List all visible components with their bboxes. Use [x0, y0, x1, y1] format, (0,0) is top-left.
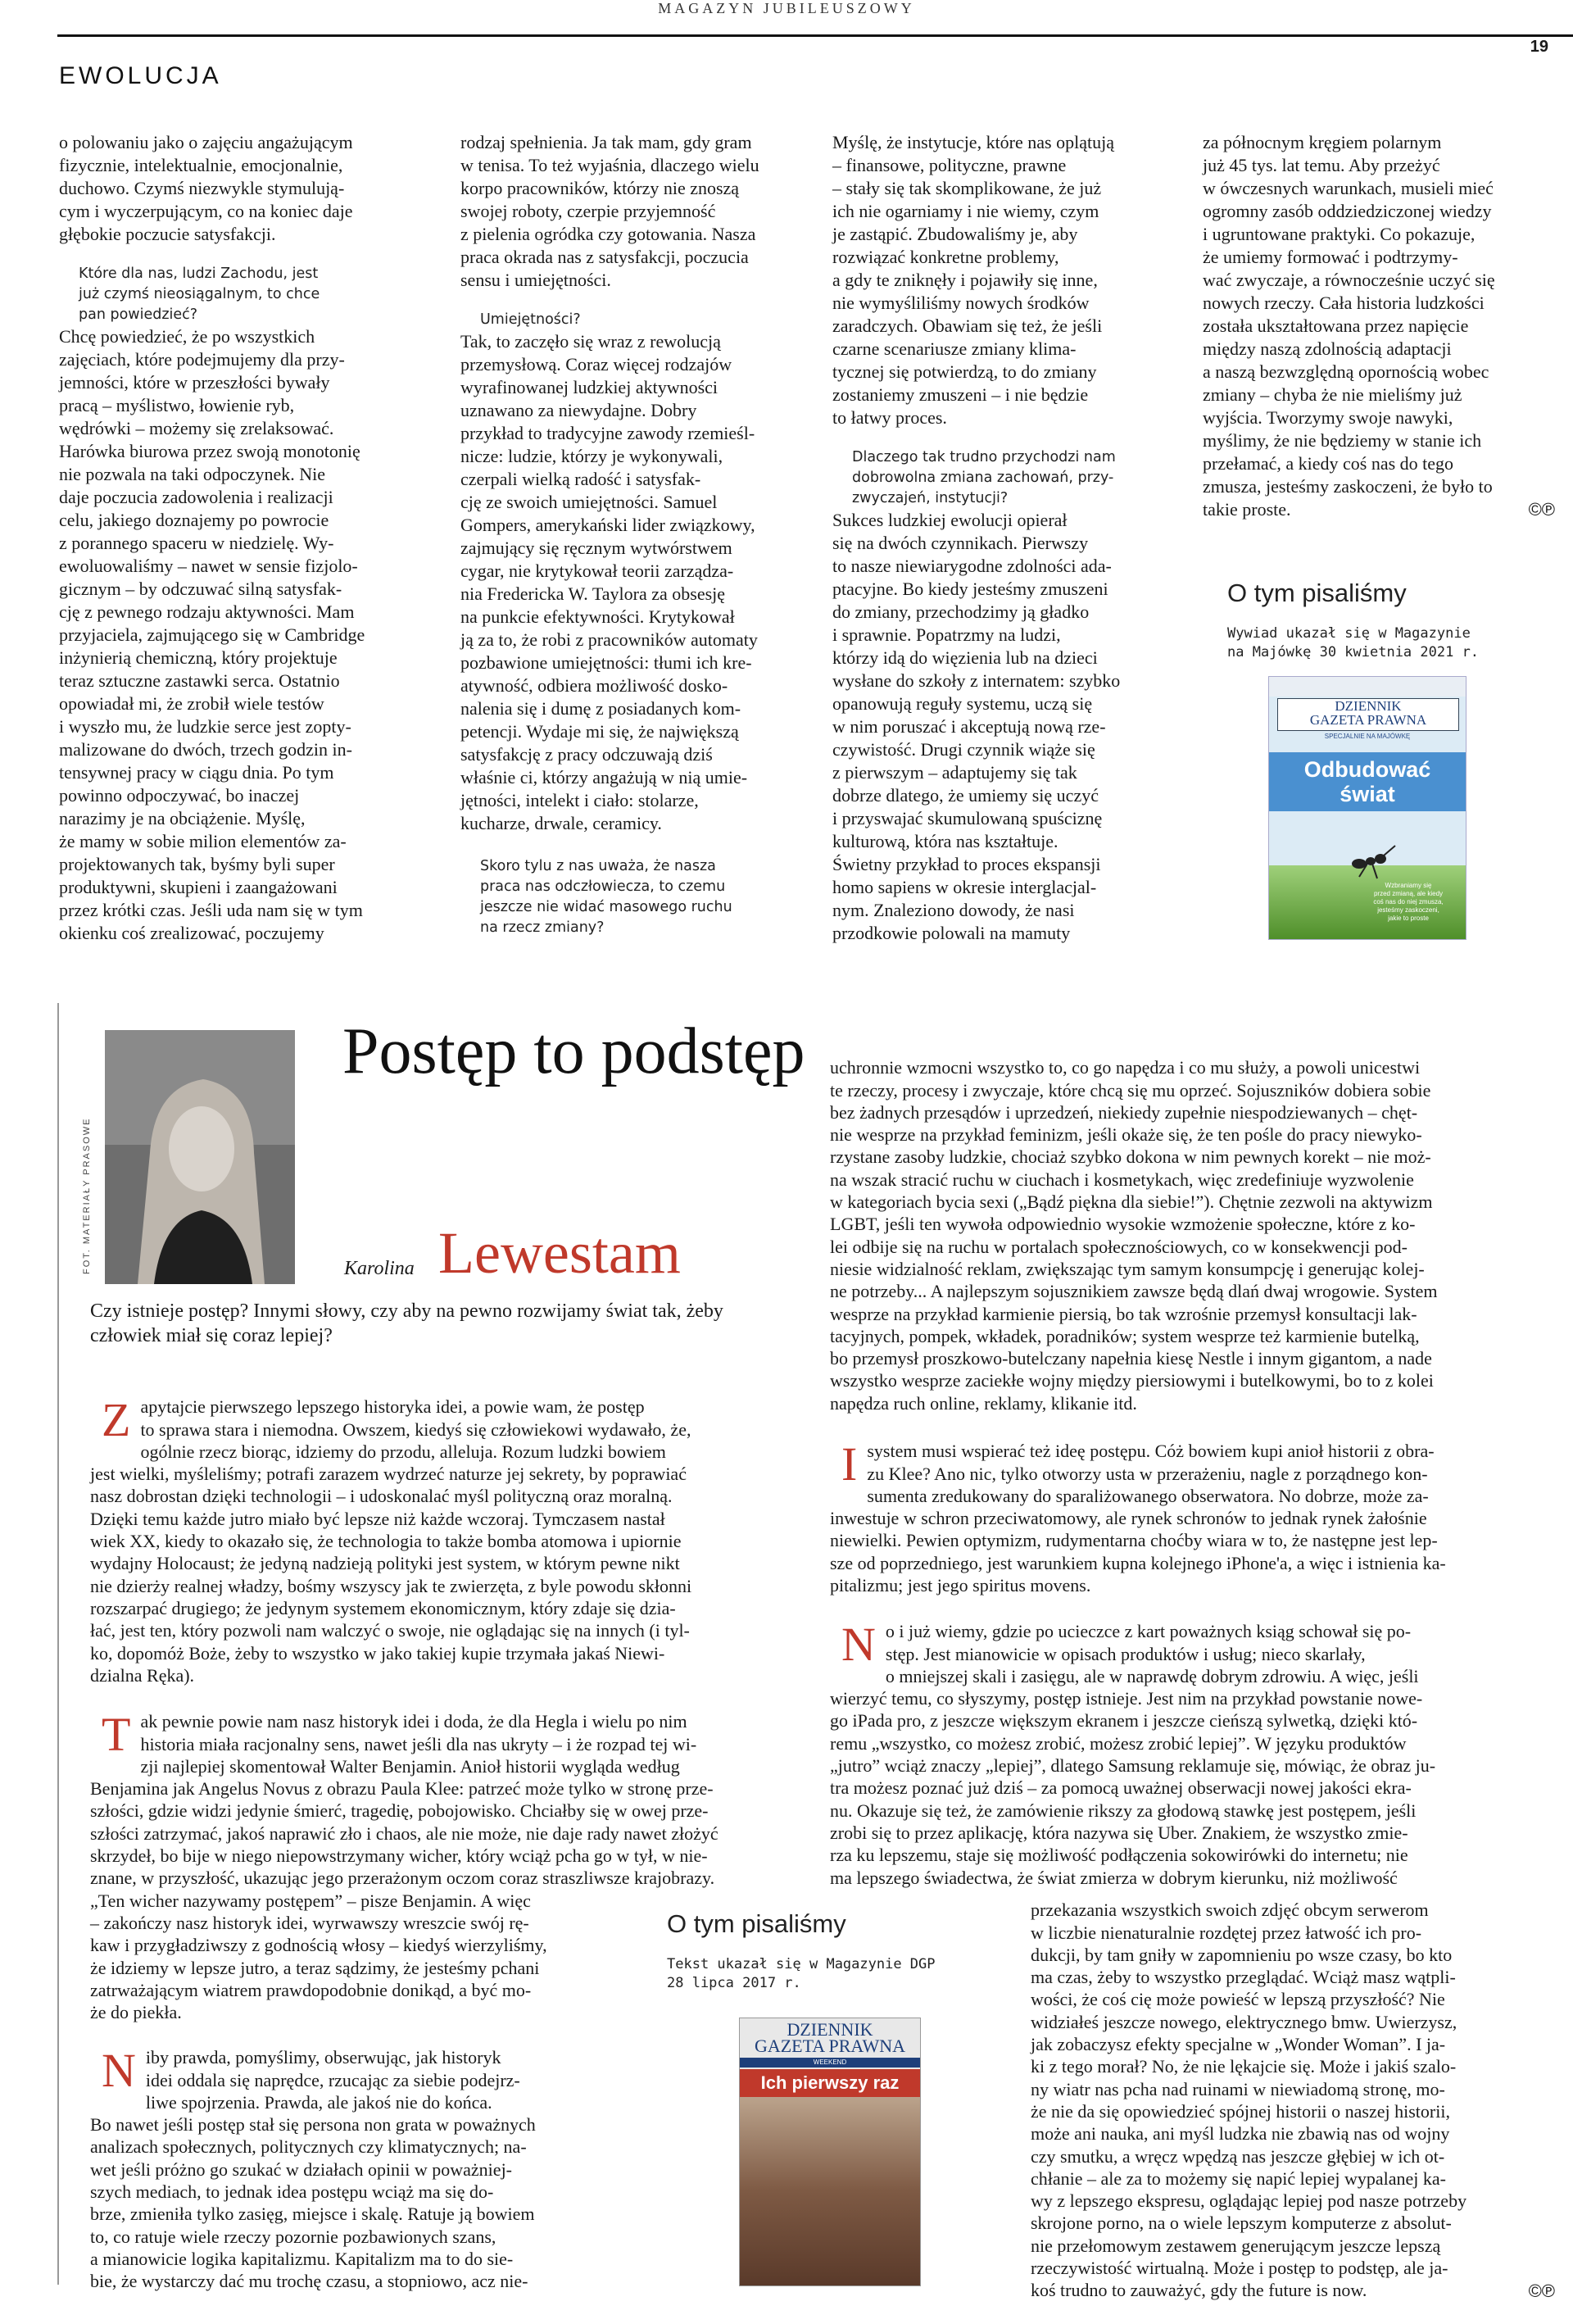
author-last-name: Lewestam	[438, 1220, 681, 1286]
cover-small-text: Wzbraniamy się przed zmianą, ale kiedy coś nas do niej zmusza, jesteśmy zaskoczeni, jakie to proste	[1373, 882, 1444, 922]
top-rule	[57, 34, 1573, 37]
interview-question: Dlaczego tak trudno przychodzi nam dobrowolna zmiana zachowań, przy- zwyczajeń, instytucji?	[852, 449, 1116, 506]
paragraph: iby prawda, pomyślimy, obserwując, jak historyk idei oddala się naprędce, rzucając za siebie podejrz- liwe spojrzenia. Prawda, ale jakoś nie do końca. Bo nawet jeśli postęp stał się persona non grata w poważnych analizach społecznych, politycznych czy klimatycznych; na- wet jeśli próżno go szukać w działach opinii w poważniej- szych mediach, to jednak idea postępu wciąż ma się do- brze, zmieniła tylko zasięg, miejsce i skalę. Ratuje ją bowiem to, co ratuje wiele rzeczy pozornie pozbawionych szans, a mianowicie logika kapitalizmu. Kapitalizm ma to do sie- bie, że wystarczy dać mu trochę czasu, a stopniowo, acz nie-	[90, 2047, 536, 2292]
cover-tagline: SPECJALNIE NA MAJÓWKĘ	[1324, 733, 1411, 740]
interview-question: Skoro tylu z nas uważa, że nasza praca nas odczłowiecza, to czemu jeszcze nie widać masowego ruchu na rzecz zmiany?	[480, 858, 732, 936]
top-column-2	[460, 131, 813, 938]
photo-credit	[82, 1094, 98, 1291]
cover-photo	[740, 2097, 920, 2285]
magazine-cover-image	[1268, 676, 1466, 940]
top-column-3	[832, 131, 1185, 945]
article-headline: Postęp to podstęp	[342, 1015, 805, 1087]
author-first-name: Karolina	[344, 1258, 415, 1279]
drop-cap: T	[102, 1708, 131, 1762]
paragraph: uchronnie wzmocni wszystko to, co go napędza i co mu służy, a powoli unicestwi te rzeczy, procesy i zwyczaje, które chcą się mu oprzeć. Sojuszników dobiera sobie bez żadnych przesądów i uprzedzeń, niekiedy zupełnie niespodziewanych – chęt- nie wesprze na przykład feminizm, jeśli okaże się, że ten pośle do pracy niewyko- rzystane zasoby ludzkie, chociaż szybko dokona w nim pewnych korekt – nie moż- na wszak stracić ruchu w ciuchach i kosmetykach, więc zredefiniuje wyzwolenie w kategoriach bycia sexi („Bądź piękna dla siebie!”). Chętnie zezwoli na aktywizm LGBT, jeśli ten wywoła odpowiednio wysokie wzmożenie społeczne, które z ko- lei odbije się na ruchu w portalach społecznościowych, co w konsekwencji pod- niesie widzialność reklam, zwiększając tym samym konsumpcję i generując kolej- ne potrzeby... A najlepszym sojusznikiem zawsze będą dlań dwaj wrogowie. System wesprze na przykład karmienie piersią, bo tak wzrośnie przemysł konsultacji lak- tacyjnych, pompek, wkładek, poradników; system wesprze też karmienie butelką, bo przemysł proszkowo-butelczany napełnia kiesę Nestle i innym gigantom, a nade wszystko wesprze zaciekłe wojny między piersiowymi i butelkowymi, bo to z kolei napędza ruch online, reklamy, klikanie itd.	[830, 1057, 1438, 1414]
paragraph: ak pewnie powie nam nasz historyk idei i doda, że dla Hegla i wielu po nim historia miała racjonalny sens, nawet jeśli dla nas ukryty – i że rozpad tej wi- zji najlepiej skomentował Walter Benjamin. Anioł historii wygląda według Benjamina jak Angelus Novus z obrazu Paula Klee: patrzeć może tylko w stronę prze- szłości, gdzie widzi jedynie śmierć, tragedię, pobojowisko. Chciałby się w owej prze- szłości zatrzymać, jakoś naprawić zło i chaos, ale nie może, nie daje rady nawet złożyć skrzydeł, bo bije w niego niepowstrzymany wicher, który wciąż pcha go w tył, w nie- znane, w przyszłość, ukazując jego przerażonym oczom coraz straszliwsze krajobrazy. „Ten wicher nazywamy postępem” – pisze Benjamin. A więc – zakończy nasz historyk idei, wyrwawszy wreszcie swój rę- kaw i przygładziwszy z godnością włosy – kiedyś wierzyliśmy, że idziemy w lepsze jutro, a teraz sądzimy, że jesteśmy pchani zatrważającym wiatrem prawdopodobnie donikąd, a być mo- że do piekła.	[90, 1711, 719, 2023]
paragraph: Chcę powiedzieć, że po wszystkich zajęciach, które podejmujemy dla przy- jemności, które w przeszłości bywały pracą – myślistwo, łowienie ryb, wędrówki – możemy się zrelaksować. Harówka biurowa przez swoją monotonię nie pozwala na taki odpoczynek. Nie daje poczucia zadowolenia i realizacji celu, jakiego doznajemy po powrocie z porannego spaceru w niedzielę. Wy- ewoluowaliśmy – nawet w sensie fizjolo- gicznym – by odczuwać silną satysfak- cję z pewnego rodzaju aktywności. Mam przyjaciela, zajmującego się w Cambridge inżynierią chemiczną, który projektuje teraz sztuczne zastawki serca. Ostatnio opowiadał mi, że zrobił wiele testów i wyszło mu, że ludzkie serce jest zopty- malizowane do dwóch, trzech godzin in- tensywnej pracy w ciągu dnia. Po tym powinno odpoczywać, bo inaczej narazimy je na obciążenie. Myślę, że mamy w sobie milion elementów za- projektowanych tak, byśmy byli super produktywni, skupieni i zaangażowani przez krótki czas. Jeśli uda nam się w tym okienku coś zrealizować, poczujemy	[59, 326, 365, 943]
photo-credit-text: FOT. MATERIAŁY PRASOWE	[82, 1117, 92, 1274]
paragraph: za północnym kręgiem polarnym już 45 tys. lat temu. Aby przeżyć w ówczesnych warunkach, musieli mieć ogromny zasób oddziedziczonej wiedzy i ugruntowane praktyki. Co pokazuje, że umiemy formować i podtrzymy- wać zwyczaje, a równocześnie uczyć się nowych rzeczy. Cała historia ludzkości została ukształtowana przez napięcie między naszą zdolnością adaptacji a naszą bezwzględną opornością wobec zmiany – chyba że nie mieliśmy już wyjścia. Tworzymy swoje nawyki, myślimy, że nie będziemy w stanie ich przełamać, a kiedy coś nas do tego zmusza, jesteśmy zaskoczeni, że było to takie proste.	[1203, 132, 1495, 520]
paragraph: apytajcie pierwszego lepszego historyka idei, a powie wam, że postęp to sprawa stara i niemodna. Owszem, kiedyś się człowiekowi wydawało, że, ogólnie rzecz biorąc, idziemy do przodu, alleluja. Rozum ludzki bowiem jest wielki, myśleliśmy; potrafi zarazem wydrzeć naturze jej sekrety, by poprawiać nasz dobrostan dzięki technologii – i udoskonalać myśl polityczną oraz moralną. Dzięki temu każde jutro miało być lepsze niż każde wczoraj. Tymczasem nastał wiek XX, kiedy to okazało się, że technologia to także bomba atomowa i upiornie wydajny Holocaust; że jedyną nadzieją polityki jest system, w którym pewne nikt nie dzierży realnej władzy, bośmy wszyscy jak te zwierzęta, z byle powodu skłonni rozszarpać drugiego; że jedynym systemem ekonomicznym, który zdaje się dzia- łać, jest ten, który pozwoli nam walczyć o swoje, nie oglądając się na innych (i tyl- ko, dopomóż Boże, żeby to wszystko w jako takiej kupie trzymała jakaś Niewi- dzialna Ręka).	[90, 1396, 692, 1686]
cover-title: Odbudować świat	[1269, 752, 1466, 811]
cover-masthead: DZIENNIK GAZETA PRAWNA	[754, 2019, 906, 2056]
article-right-section-3	[830, 1598, 1551, 1889]
related-box-title: O tym pisaliśmy	[1227, 579, 1407, 607]
drop-cap: Z	[102, 1393, 131, 1447]
end-mark: ©℗	[1528, 499, 1555, 520]
magazine-name: MAGAZYN JUBILEUSZOWY	[658, 0, 915, 16]
cover-subtitle: WEEKEND	[740, 2058, 920, 2068]
paragraph: Sukces ludzkiej ewolucji opierał się na dwóch czynnikach. Pierwszy to nasze niewiarygodne zdolności ada- ptacyjne. Bo kiedy jesteśmy zmuszeni do zmiany, przechodzimy ją gładko i sprawnie. Popatrzmy na ludzi, którzy idą do więzienia lub na dzieci wysłane do szkoły z internatem: szybko opanowują reguły systemu, uczą się w nim poruszać i akceptują nową rze- czywistość. Drugi czynnik wiąże się z pierwszym – adaptujemy się tak dobrze dlatego, że umiemy się uczyć i przyswajać skumulowaną spuściznę kulturową, która nas kształtuje. Świetny przykład to proces ekspansji homo sapiens w okresie interglacjal- nym. Znaleziono dowody, że nasi przodkowie polowali na mamuty	[832, 510, 1121, 943]
related-box-caption: Tekst ukazał się w Magazynie DGP 28 lipca 2017 r.	[667, 1956, 936, 1991]
article-right-section-2	[830, 1418, 1551, 1596]
drop-cap: N	[102, 2044, 136, 2098]
paragraph: system musi wspierać też ideę postępu. Cóż bowiem kupi anioł historii z obra- zu Klee? Ano nic, tylko otworzy usta w przerażeniu, nagle z porządnego kon- sumenta zredukowany do sparaliżowanego obserwatora. No dobrze, może za- inwestuje w schron przeciwatomowy, ale rynek schronów to jednak rynek żałośnie niewielki. Pewien optymizm, rudymentarna choćby wiara w to, że następne jest lep- sze od poprzedniego, jest warunkiem kupna kolejnego iPhone'a, a więc i istnienia ka- pitalizmu; jest jego spiritus movens.	[830, 1441, 1446, 1596]
related-box-title: O tym pisaliśmy	[667, 1909, 846, 1938]
paragraph: o polowaniu jako o zajęciu angażującym fizycznie, intelektualnie, emocjonalnie, duchowo. Czymś niezwykle stymulują- cym i wyczerpującym, co na koniec daje głębokie poczucie satysfakcji.	[59, 132, 353, 244]
article-right-section-4	[1031, 1877, 1555, 2324]
drop-cap: I	[841, 1437, 858, 1491]
top-column-4	[1203, 131, 1555, 521]
article-right-section-1	[830, 1034, 1551, 1414]
cover-band	[1269, 677, 1466, 697]
ant-illustration	[1343, 841, 1408, 882]
related-box-caption: Wywiad ukazał się w Magazynie na Majówkę 30 kwietnia 2021 r.	[1227, 625, 1480, 660]
portrait-illustration	[105, 1030, 295, 1284]
magazine-cover-image	[739, 2018, 921, 2286]
cover-masthead: DZIENNIK GAZETA PRAWNA	[1277, 698, 1459, 731]
author-portrait	[105, 1030, 295, 1284]
paragraph: Tak, to zaczęło się wraz z rewolucją przemysłową. Coraz więcej rodzajów wyrafinowanej ludzkiej aktywności uznawano za niewydajne. Dobry przykład to tradycyjne zawody rzemieśl- nicze: ludzie, którzy je wykonywali, czerpali wielką radość i satysfak- cję ze swoich umiejętności. Samuel Gompers, amerykański lider związkowy, zajmujący się ręcznym wytwórstwem cygar, nie krytykował teorii zarządza- nia Fredericka W. Taylora za obsesję na punkcie efektywności. Krytykował ją za to, że robi z pracowników automaty pozbawione umiejętności: tłumi ich kre- atywność, odbiera możliwość dosko- nalenia się i dumę z posiadanych kom- petencji. Wydaje mi się, że największą satysfakcję z pracy odczuwają dziś właśnie ci, którzy angażują w nią umie- jętności, intelekt i ciało: stolarze, kucharze, drwale, ceramicy.	[460, 331, 758, 833]
column-rule	[57, 1003, 59, 2285]
paragraph: Myślę, że instytucje, które nas oplątują – finansowe, polityczne, prawne – stały się tak skomplikowane, że już ich nie ogarniamy i nie wiemy, czym je zastąpić. Zbudowaliśmy je, aby rozwiązać konkretne problemy, a gdy te zniknęły i pojawiły się inne, nie wymyśliliśmy nowych środków zaradczych. Obawiam się też, że jeśli czarne scenariusze zmiany klima- tycznej się potwierdzą, to do zmiany zostaniemy zmuszeni – i nie będzie to łatwy proces.	[832, 132, 1114, 428]
paragraph: przekazania wszystkich swoich zdjęć obcym serwerom w liczbie nienaturalnie rozdętej przez łatwość ich pro- dukcji, by tam gniły w zapomnieniu po wsze czasy, bo kto ma czas, żeby to wszystko przeglądać. Wciąż masz wątpli- wości, że coś cię może powieść w lepszą przyszłość? Nie widziałeś jeszcze nowego, elektrycznego bmw. Uwierzysz, jak zobaczysz efekty specjalne w „Wonder Woman”. I ja- ki z tego morał? No, że nie lękajcie się. Może i jakiś szalo- ny wiatr nas pcha nad ruinami w niewiadomą stronę, mo- że nie da się opowiedzieć spójnej historii o naszej historii, może ani nauka, ani myśl ludzka nie zbawią nas od wojny czy smutku, a wręcz wpędzą nas jeszcze głębiej w ich ot- chłanie – ale za to możemy się napić lepiej wypalanej ka- wy z lepszego ekspresu, oglądając lepiej pod nasze potrzeby skrojone porno, na o wiele lepszym komputerze z absolut- nie przełomowym zestawem generującym jeszcze lepszą rzeczywistość wirtualną. Może i postęp to podstęp, ale ja- koś trudno to zauważyć, gdy the future is now.	[1031, 1900, 1467, 2301]
drop-cap: N	[841, 1618, 876, 1672]
article-left-section-3	[90, 2024, 614, 2293]
interview-question: Które dla nas, ludzi Zachodu, jest już czymś nieosiągalnym, to chce pan powiedzieć?	[79, 266, 320, 323]
section-title: EWOLUCJA	[59, 62, 222, 89]
paragraph: o i już wiemy, gdzie po ucieczce z kart poważnych ksiąg schował się po- stęp. Jest mianowicie w opisach produktów i usług; nieco skarlały, o mniejszej skali i zasięgu, ale w naprawdę dobrym zdrowiu. A więc, jeśli wierzyć temu, co słyszymy, postęp istnieje. Jest nim na przykład powstanie nowe- go iPada pro, z jeszcze większym ekranem i jeszcze cieńszą sylwetką, dzięki któ- remu „wszystko, co możesz zrobić, możesz zrobić lepiej”. W języku produktów „jutro” wciąż znaczy „lepiej”, dlatego Samsung reklamuje się, mówiąc, że obraz ju- tra możesz poznać już dziś – za pomocą uważnej obserwacji nowej jakości ekra- nu. Okazuje się też, że zamówienie rikszy za głodową stawkę jest postępem, jeśli zrobi się to przez aplikację, która nazywa się Uber. Znakiem, że wszystko zmie- rza ku lepszemu, staje się możliwość podłączenia sokowirówki do internetu; nie ma lepszego świadectwa, że świat zmierza w dobrym kierunku, niż możliwość	[830, 1621, 1436, 1888]
interview-question: Umiejętności?	[480, 311, 581, 328]
article-lead: Czy istnieje postęp? Innymi słowy, czy aby na pewno rozwijamy świat tak, żeby człowiek miał się coraz lepiej?	[90, 1300, 723, 1346]
article-left-section-1	[90, 1373, 795, 1686]
top-column-1	[59, 131, 436, 945]
page-number: 19	[1530, 38, 1548, 56]
paragraph: rodzaj spełnienia. Ja tak mam, gdy gram w tenisa. To też wyjaśnia, dlaczego wielu korpo pracowników, którzy nie znoszą swojej roboty, czerpie przyjemność z pielenia ogródka czy gotowania. Nasza praca okrada nas z satysfakcji, poczucia sensu i umiejętności.	[460, 132, 759, 290]
cover-title: Ich pierwszy raz	[740, 2069, 920, 2097]
end-mark: ©℗	[1528, 2280, 1555, 2301]
